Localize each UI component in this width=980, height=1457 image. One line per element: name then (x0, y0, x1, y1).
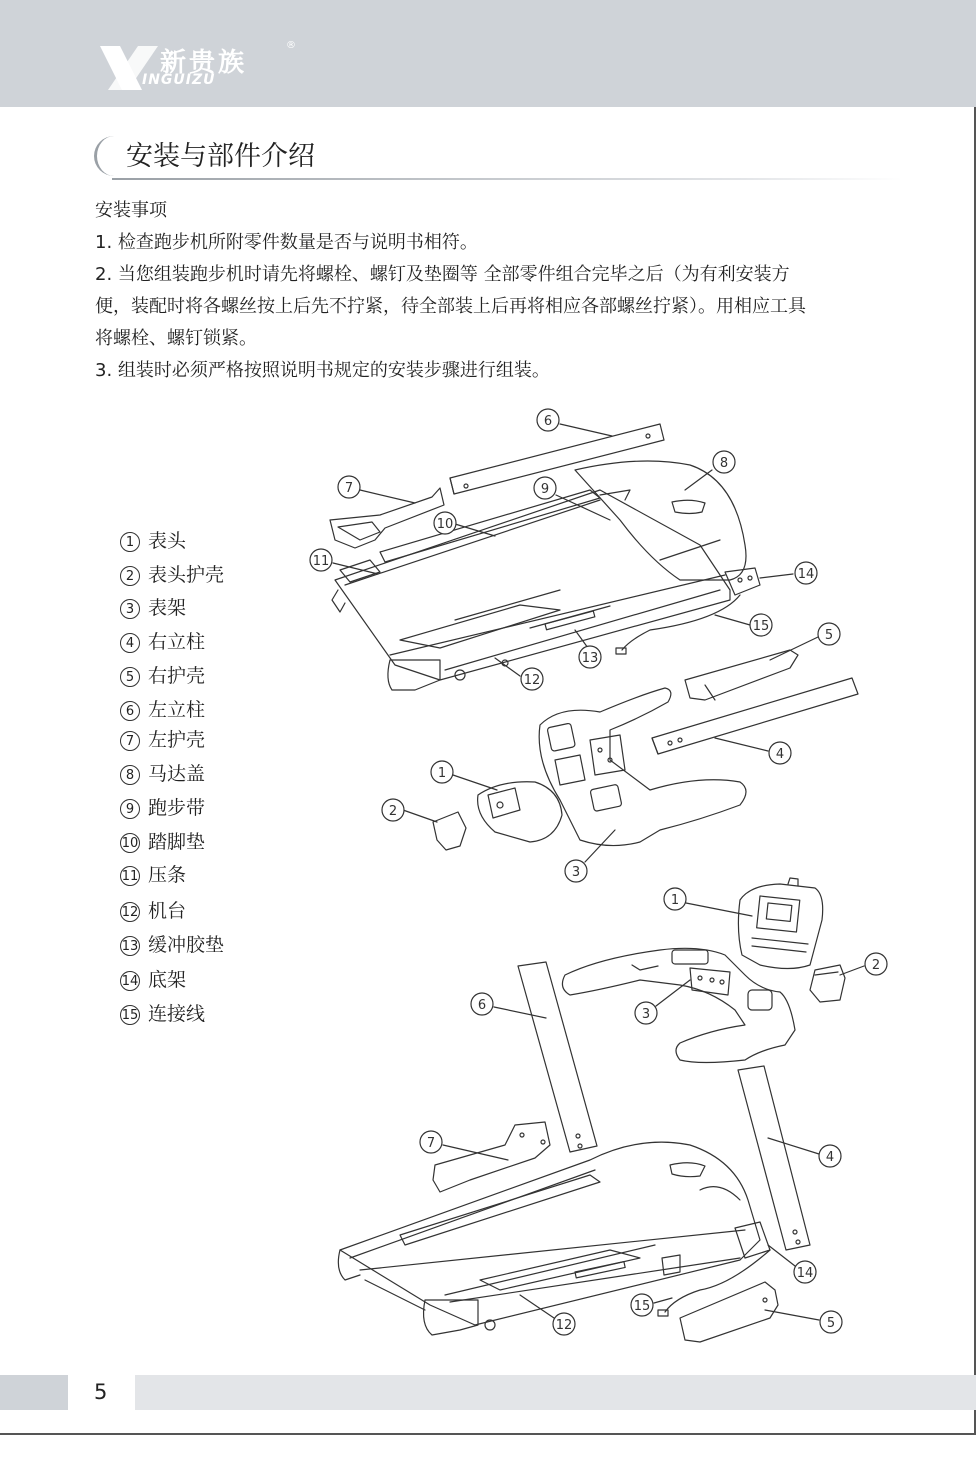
legend-number: 11 (120, 866, 140, 886)
legend-label: 踏脚垫 (148, 831, 206, 853)
callout (521, 668, 543, 690)
deck-drawing (332, 490, 730, 690)
callout (819, 1145, 841, 1167)
top-exploded-view (310, 409, 858, 882)
legend-number: 4 (120, 633, 140, 653)
page-title: 安装与部件介绍 (126, 141, 315, 172)
connection-wire-drawing (616, 595, 740, 654)
callout (635, 1002, 657, 1024)
callout (631, 1294, 653, 1316)
callout (420, 1131, 442, 1153)
note-item-2-line-2: 便，装配时将各螺丝按上后先不拧紧，待全部装上后再将相应各部螺丝拧紧）。用相应工具 (95, 296, 806, 317)
brand-name-cn: 新贵族 (160, 48, 248, 78)
callout-label: 4 (825, 1150, 835, 1165)
callouts-bottom (420, 888, 887, 1335)
callout-label: 1 (437, 766, 447, 781)
callout (579, 646, 601, 668)
callout-label: 12 (555, 1318, 573, 1333)
legend-number: 3 (120, 599, 140, 619)
footer-band-right (135, 1375, 976, 1410)
callout-label: 9 (540, 482, 550, 497)
legend-label: 连接线 (148, 1003, 206, 1025)
console-cover-drawing (433, 812, 466, 850)
legend-number: 15 (120, 1005, 140, 1025)
legend-label: 左立柱 (148, 699, 206, 721)
callout-label: 3 (571, 865, 581, 880)
callout-label: 15 (633, 1299, 651, 1314)
callout-label: 6 (543, 414, 553, 429)
callout-label: 8 (719, 456, 729, 471)
callouts-top (310, 409, 840, 882)
callout-label: 5 (826, 1316, 836, 1331)
bottom-assembly-view (338, 878, 887, 1342)
callout-label: 3 (641, 1007, 651, 1022)
callout (382, 799, 404, 821)
callout-label: 13 (581, 651, 599, 666)
legend-label: 机台 (148, 900, 187, 922)
legend-label: 表架 (148, 597, 187, 619)
console-frame-drawing (539, 688, 746, 846)
callout (750, 614, 772, 636)
legend-number: 5 (120, 667, 140, 687)
legend-number: 1 (120, 532, 140, 552)
legend-number: 8 (120, 765, 140, 785)
legend-label: 底架 (148, 969, 187, 991)
legend-number: 7 (120, 731, 140, 751)
deck-drawing-2 (338, 1142, 760, 1335)
legend-label: 表头 (148, 530, 187, 552)
brand-name-en: INGUIZU (142, 72, 216, 88)
callout (865, 953, 887, 975)
callout-label: 11 (312, 554, 330, 569)
callout-label: 12 (523, 673, 541, 688)
left-cover-drawing-2 (433, 1122, 550, 1192)
callout (664, 888, 686, 910)
notes-heading: 安装事项 (95, 200, 167, 221)
console-cover-drawing-2 (810, 965, 845, 1002)
callout-label: 6 (477, 998, 487, 1013)
legend-number: 6 (120, 701, 140, 721)
note-item-3: 3. 组装时必须严格按照说明书规定的安装步骤进行组装。 (95, 360, 550, 381)
callout (820, 1311, 842, 1333)
callout (713, 451, 735, 473)
console-head-drawing-2 (738, 878, 822, 969)
callout (431, 761, 453, 783)
callout-label: 14 (796, 1266, 814, 1281)
note-item-2-line-3: 将螺栓、螺钉锁紧。 (95, 328, 257, 349)
legend-label: 压条 (148, 864, 187, 886)
legend-number: 2 (120, 566, 140, 586)
callout (818, 623, 840, 645)
legend-label: 缓冲胶垫 (148, 934, 225, 956)
right-cover-drawing-2 (680, 1282, 778, 1342)
note-item-2-line-1: 2. 当您组装跑步机时请先将螺栓、螺钉及垫圈等 全部零件组合完毕之后（为有利安装方 (95, 264, 790, 285)
brand-registered-mark: ® (286, 40, 296, 51)
callout-label: 4 (775, 747, 785, 762)
left-upright-drawing (450, 424, 664, 494)
callout-label: 1 (670, 893, 680, 908)
callout-label: 2 (871, 958, 881, 973)
right-cover-drawing (685, 650, 798, 700)
callout-label: 5 (824, 628, 834, 643)
callout (769, 742, 791, 764)
right-upright-drawing (652, 678, 858, 754)
legend-label: 跑步带 (148, 797, 206, 819)
legend-number: 9 (120, 799, 140, 819)
callout (338, 476, 360, 498)
callout-label: 14 (797, 567, 815, 582)
callout (795, 562, 817, 584)
footer-band-left (0, 1375, 68, 1410)
callout (310, 549, 332, 571)
leader-lines-bottom (443, 903, 864, 1320)
callout (534, 477, 556, 499)
legend-label: 马达盖 (148, 763, 206, 785)
callout (553, 1313, 575, 1335)
page-number: 5 (94, 1380, 108, 1404)
callout-label: 15 (752, 619, 770, 634)
legend-label: 左护壳 (148, 729, 206, 751)
legend-label: 右护壳 (148, 665, 206, 687)
callout-label: 7 (426, 1136, 436, 1151)
callout-label: 7 (344, 481, 354, 496)
motor-cover-drawing (575, 461, 746, 580)
callout (565, 860, 587, 882)
callout-label: 10 (436, 517, 454, 532)
note-item-1: 1. 检查跑步机所附零件数量是否与说明书相符。 (95, 232, 478, 253)
callout-label: 2 (388, 804, 398, 819)
legend-number: 10 (120, 833, 140, 853)
legend-number: 12 (120, 902, 140, 922)
callout (537, 409, 559, 431)
console-head-drawing (478, 782, 562, 842)
right-upright-drawing-2 (738, 1066, 810, 1250)
callout (471, 993, 493, 1015)
legend-label: 表头护壳 (148, 564, 225, 586)
connection-wire-drawing-2 (658, 1250, 770, 1316)
callout (794, 1261, 816, 1283)
legend-number: 14 (120, 971, 140, 991)
legend-label: 右立柱 (148, 631, 206, 653)
callout (434, 512, 456, 534)
legend-number: 13 (120, 936, 140, 956)
